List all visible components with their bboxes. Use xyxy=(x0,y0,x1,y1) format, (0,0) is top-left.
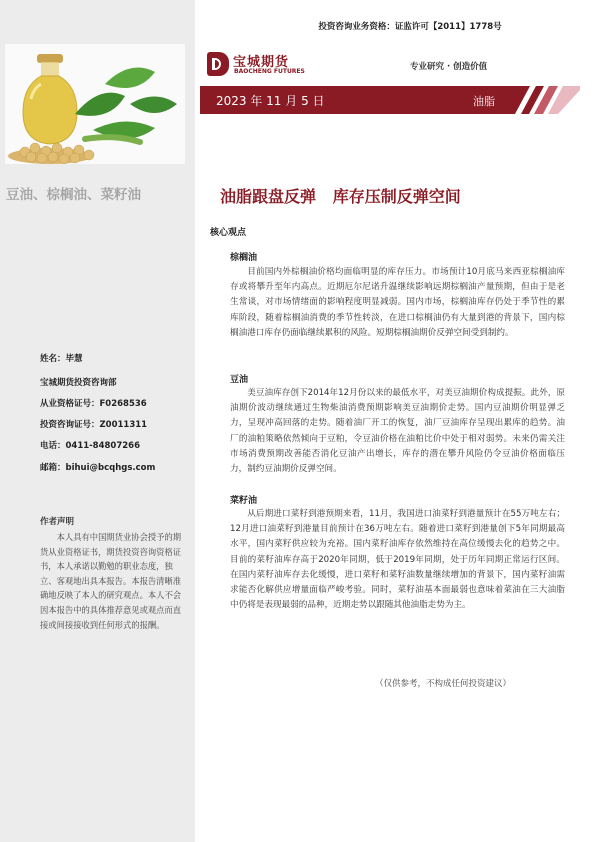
palm-oil-paragraph: 目前国内外棕榈油价格均面临明显的库存压力。市场预计10月底马来西亚棕榈油库存或将攀升至年内高点。近期厄尔尼诺升温继续影响远期棕榈油产量预期，但由于是老生常谈，对市场情绪面的影响程度明显减弱。国内市场，棕榈油库存仍处于季节性的累库阶段，随着棕榈油消费的季节性转淡，在进口棕榈油仍有大量到港的背景下，国内棕榈油港口库存仍面临继续累积的风险。短期棕榈油期价反弹空间受到制约。 xyxy=(230,267,565,338)
rapeseed-oil-heading: 菜籽油 xyxy=(230,496,258,506)
slogan: 专业研究 · 创造价值 xyxy=(410,62,488,72)
oil-and-soybean-photo xyxy=(5,44,185,164)
disclaimer-body: 本人具有中国期货业协会授予的期货从业资格证书，期货投资咨询资格证书，本人承诺以勤勉的职业态度，独立、客观地出具本报告。本报告清晰准确地反映了本人的研究观点。本人不会因本报告中的具体推荐意见或观点而直接或间接接收到任何形式的报酬。 xyxy=(40,532,182,630)
sidebar xyxy=(0,0,195,842)
logo-text: 宝城期货 xyxy=(233,55,290,70)
logo-mark-icon xyxy=(207,52,229,76)
license-number: 从业资格证号：F0268536 xyxy=(40,399,147,409)
phone: 电话：0411-84807266 xyxy=(40,441,140,451)
logo-english: BAOCHENG FUTURES xyxy=(234,68,305,75)
date-banner xyxy=(200,86,580,114)
department: 宝城期货投资咨询部 xyxy=(40,378,117,388)
email-link[interactable]: 邮箱：bihui@bcqhgs.com xyxy=(40,463,156,473)
palm-oil-heading: 棕榈油 xyxy=(230,253,258,263)
footnote: （仅供参考，不构成任何投资建议） xyxy=(375,679,512,689)
advisory-number: 投资咨询证号：Z0011311 xyxy=(40,420,148,430)
report-title: 油脂跟盘反弹 库存压制反弹空间 xyxy=(220,187,461,206)
rapeseed-oil-paragraph: 从后期进口菜籽到港预期来看，11月，我国进口油菜籽到港量预计在55万吨左右；12月进口油菜籽到港量目前预计在36万吨左右。随着进口菜籽到港量创下5年同期最高水平，国内菜籽供应较为充裕。国内菜籽油库存依然维持在高位缓慢去化的趋势之中。目前的菜籽油库存高于2020年同期，低于2019年同期，处于历年同期正常运行区间。在国内菜籽油库存去化缓慢，进口菜籽和菜籽油数量继续增加的背景下，国内菜籽油需求能否化解供应增量面临严峻考验。同时，菜籽油基本面最弱也意味着菜油在三大油脂中仍将是表现最弱的品种，近期走势以跟随其他油脂走势为主。 xyxy=(230,509,565,611)
company-logo xyxy=(207,50,327,80)
core-view-label: 核心观点 xyxy=(210,228,247,238)
soybean-oil-heading: 豆油 xyxy=(230,375,249,385)
qualification-line: 投资咨询业务资格：证监许可【2011】1778号 xyxy=(318,22,502,32)
report-category: 油脂 xyxy=(473,95,495,108)
analyst-name: 姓名：毕慧 xyxy=(40,354,83,364)
soybean-oil-paragraph: 美豆油库存创下2014年12月份以来的最低水平，对美豆油期价构成提振。此外，原油期价波动继续通过生物柴油消费预期影响美豆油期价走势。国内豆油期价明显弹乏力，呈现冲高回落的走势。随着油厂开工的恢复，油厂豆油库存呈现出累库的趋势。油厂的油粕策略依然倾向于豆粕，令豆油价格在油粕比价中处于相对弱势。未来仍需关注市场消费预期改善能否消化豆油产出增长，库存的潜在攀升风险仍令豆油价格面临压力，制约豆油期价反弹空间。 xyxy=(230,388,565,475)
report-date: 2023 年 11 月 5 日 xyxy=(216,94,325,108)
disclaimer-title: 作者声明 xyxy=(40,517,75,527)
sidebar-topic: 豆油、棕榈油、菜籽油 xyxy=(6,187,141,203)
